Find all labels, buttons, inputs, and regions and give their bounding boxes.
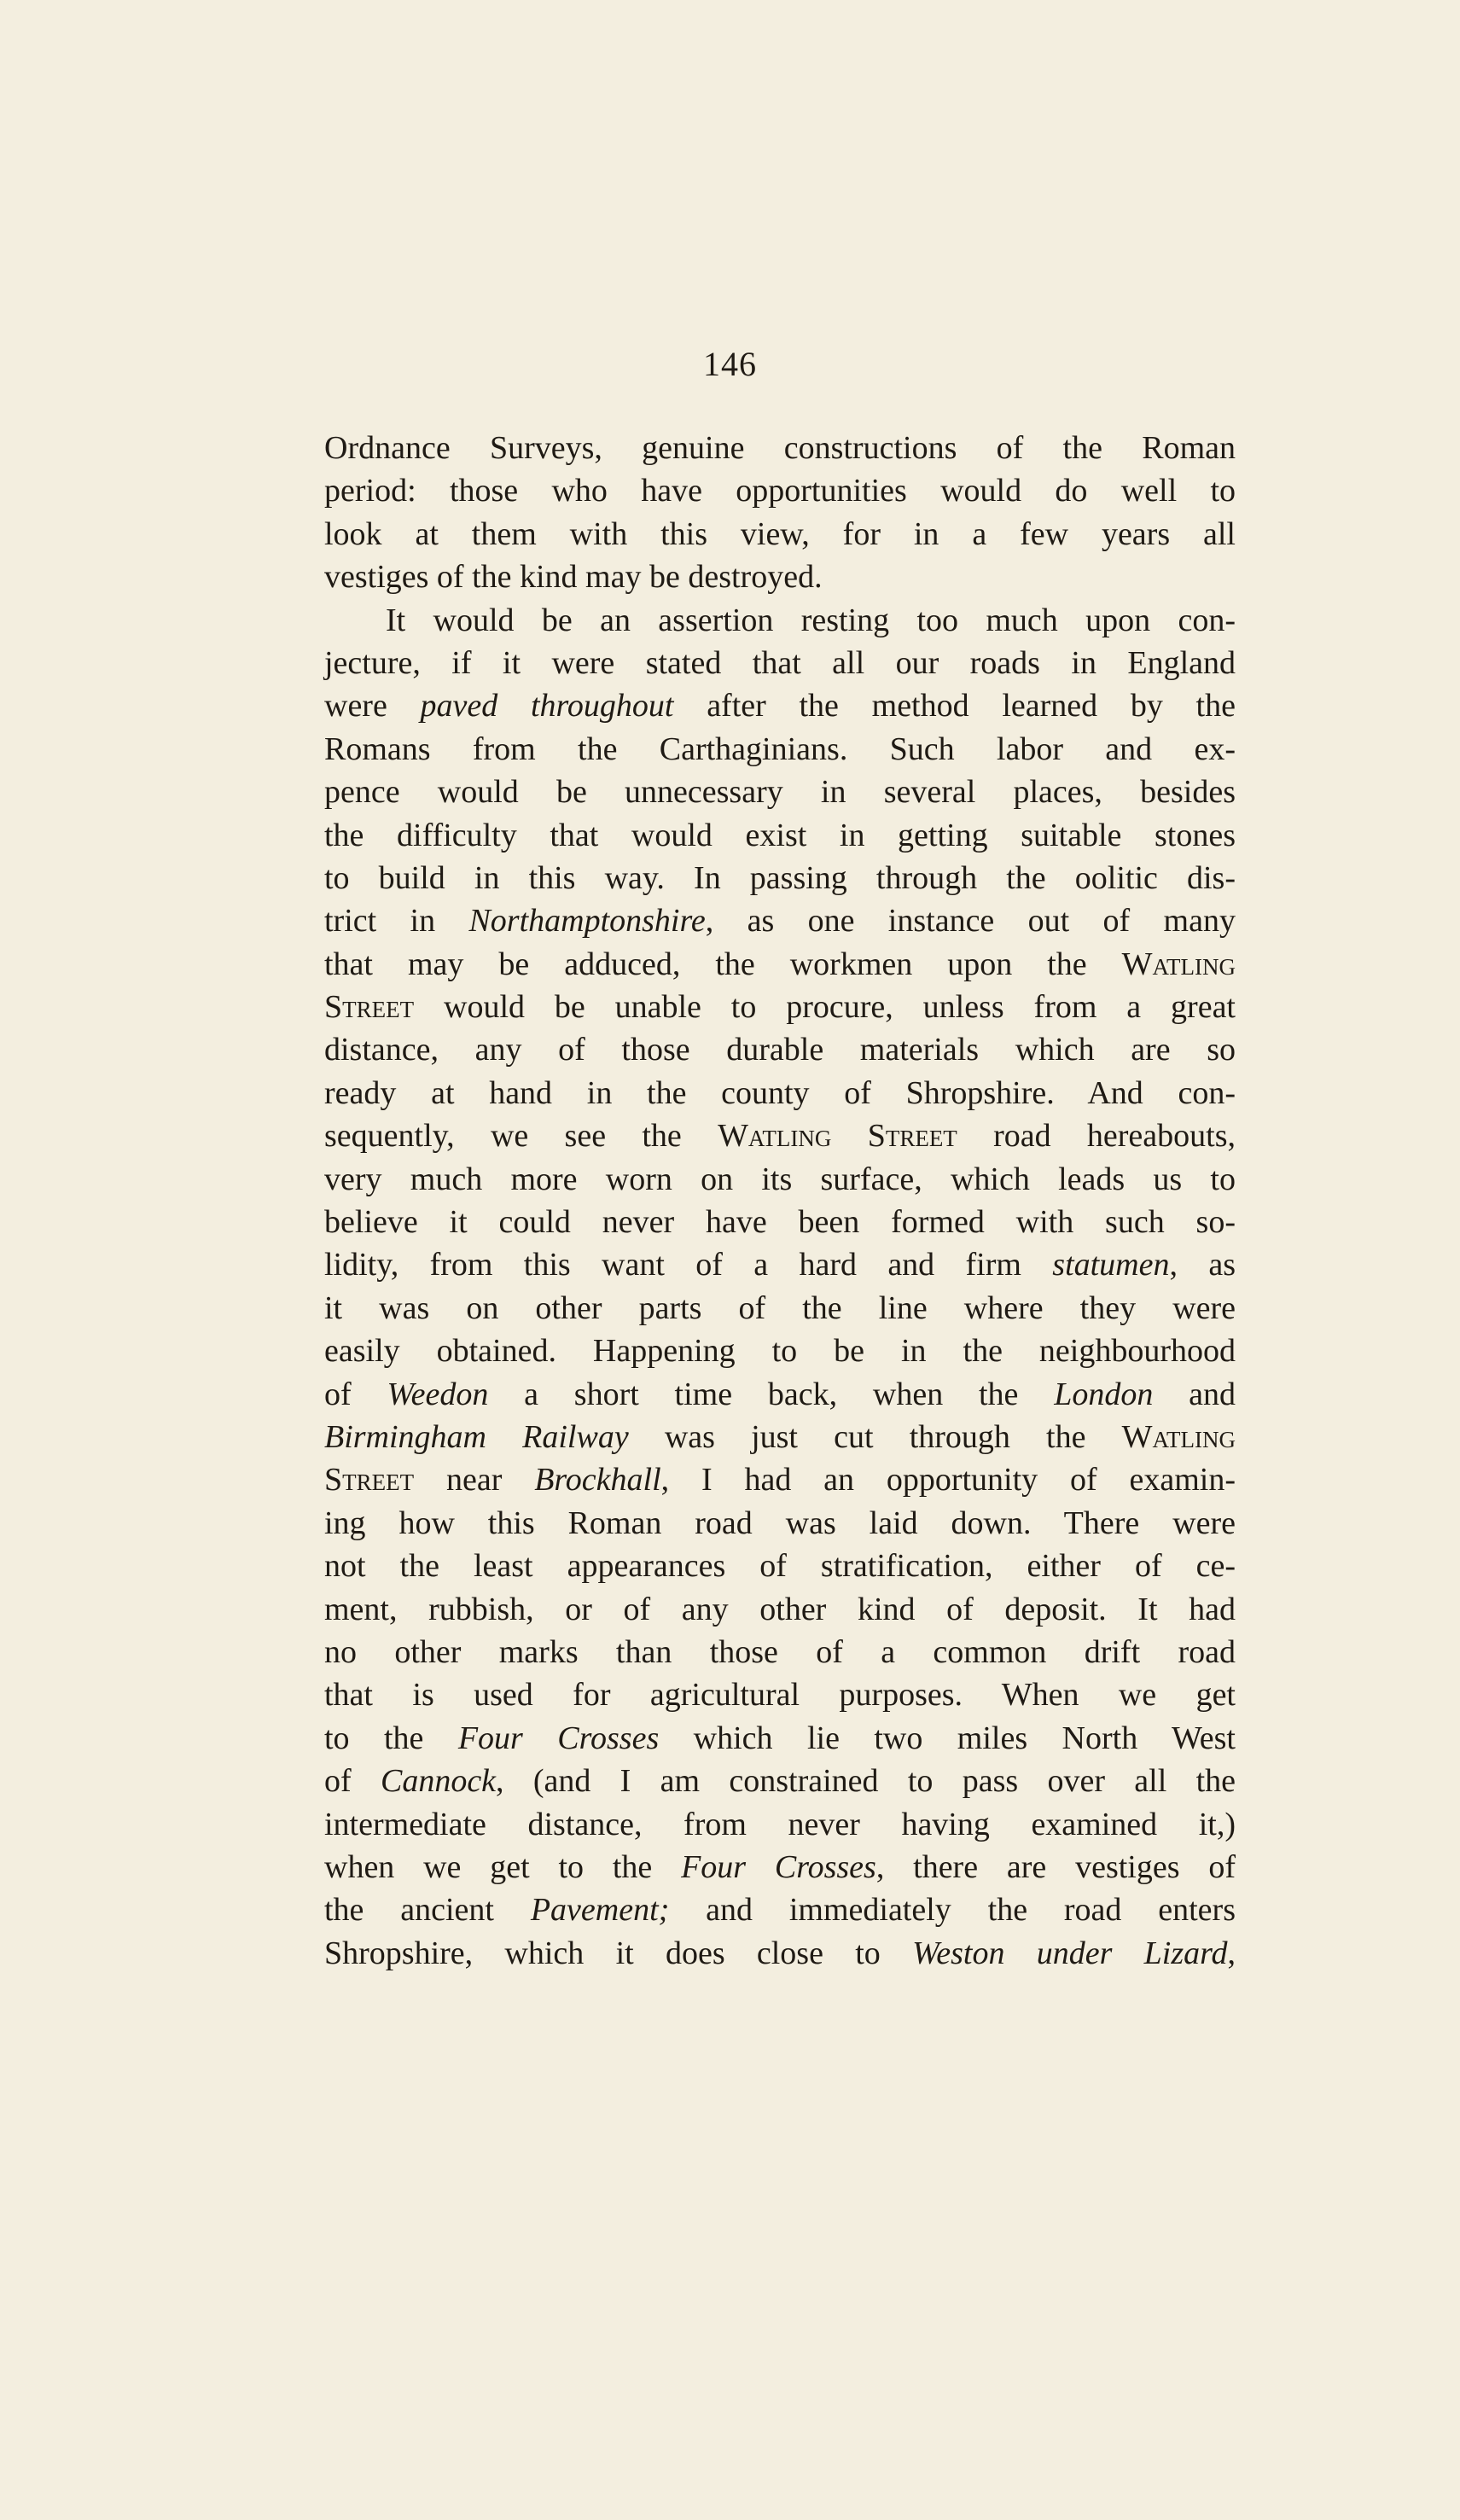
text-line: Shropshire, which it does close to Weston under Lizard, <box>324 1935 1236 1971</box>
text-line: that may be adduced, the workmen upon the Watling <box>324 946 1236 982</box>
italic-place: Northamptonshire <box>468 903 706 940</box>
text-line: trict in Northamptonshire, as one instance out of many <box>324 903 1236 940</box>
italic-place: Birmingham Railway <box>324 1418 629 1455</box>
text-line: not the least appearances of stratification, either of ce- <box>324 1548 1236 1585</box>
text-line: very much more worn on its surface, which leads us to <box>324 1161 1236 1197</box>
text-line: the difficulty that would exist in getting suitable stones <box>324 817 1236 853</box>
text-line: it was on other parts of the line where they were <box>324 1289 1236 1326</box>
text-line: of Cannock, (and I am constrained to pass over all the <box>324 1763 1236 1800</box>
text-line: to the Four Crosses which lie two miles North West <box>324 1720 1236 1756</box>
text-line: no other marks than those of a common drift road <box>324 1633 1236 1670</box>
text-line: that is used for agricultural purposes. When we get <box>324 1677 1236 1714</box>
small-caps-name: Street <box>324 1462 415 1499</box>
text-line: believe it could never have been formed with such so- <box>324 1204 1236 1241</box>
text-line: Street would be unable to procure, unless from a great <box>324 989 1236 1026</box>
italic-place: Four Crosses <box>457 1720 660 1756</box>
italic-place: London <box>1054 1376 1154 1412</box>
text-line: the ancient Pavement; and immediately the road enters <box>324 1892 1236 1929</box>
text-line: jecture, if it were stated that all our roads in England <box>324 644 1236 681</box>
text-line: lidity, from this want of a hard and firm statumen, as <box>324 1247 1236 1283</box>
text-line: ready at hand in the county of Shropshire. And con- <box>324 1074 1236 1111</box>
text-line: intermediate distance, from never having examined it,) <box>324 1806 1236 1842</box>
small-caps-name: Watling <box>1121 1418 1236 1455</box>
text-line: ment, rubbish, or of any other kind of deposit. It had <box>324 1591 1236 1627</box>
text-line: Birmingham Railway was just cut through the Watling <box>324 1418 1236 1455</box>
text-line: Ordnance Surveys, genuine constructions of the Roman <box>324 430 1236 466</box>
text-line: pence would be unnecessary in several places, besides <box>324 774 1236 811</box>
text-line: to build in this way. In passing through the oolitic dis- <box>324 859 1236 896</box>
text-line: distance, any of those durable materials which are so <box>324 1032 1236 1068</box>
body-text <box>324 427 1236 1975</box>
text-line: sequently, we see the Watling Street road hereabouts, <box>324 1118 1236 1155</box>
text-line: Romans from the Carthaginians. Such labor and ex- <box>324 730 1236 767</box>
small-caps-name: Street <box>324 989 415 1026</box>
text-line: ing how this Roman road was laid down. There were <box>324 1504 1236 1541</box>
text-line: Street near Brockhall, I had an opportunity of examin- <box>324 1462 1236 1499</box>
text-line: when we get to the Four Crosses, there are vestiges of <box>324 1848 1236 1885</box>
text-line: vestiges of the kind may be destroyed. <box>324 559 823 596</box>
page-number: 146 <box>703 345 757 383</box>
italic-place: Brockhall <box>534 1462 661 1499</box>
text-line: look at them with this view, for in a few years all <box>324 515 1236 552</box>
italic-term: statumen <box>1052 1247 1170 1283</box>
italic-text: paved throughout <box>420 688 674 725</box>
text-line: period: those who have opportunities would do well to <box>324 473 1236 509</box>
italic-term: Pavement; <box>530 1892 670 1929</box>
small-caps-name: Watling <box>1121 946 1236 982</box>
text-line: were paved throughout after the method learned by the <box>324 688 1236 725</box>
italic-place: Weston under Lizard <box>912 1935 1228 1971</box>
italic-place: Cannock <box>380 1763 497 1800</box>
italic-place: Weedon <box>387 1376 489 1412</box>
text-line: easily obtained. Happening to be in the neighbourhood <box>324 1333 1236 1370</box>
text-line: of Weedon a short time back, when the London and <box>324 1376 1236 1412</box>
small-caps-name: Watling Street <box>718 1118 957 1155</box>
paragraph-first-line: It would be an assertion resting too much upon con- <box>386 602 1236 638</box>
italic-place: Four Crosses <box>681 1848 876 1885</box>
